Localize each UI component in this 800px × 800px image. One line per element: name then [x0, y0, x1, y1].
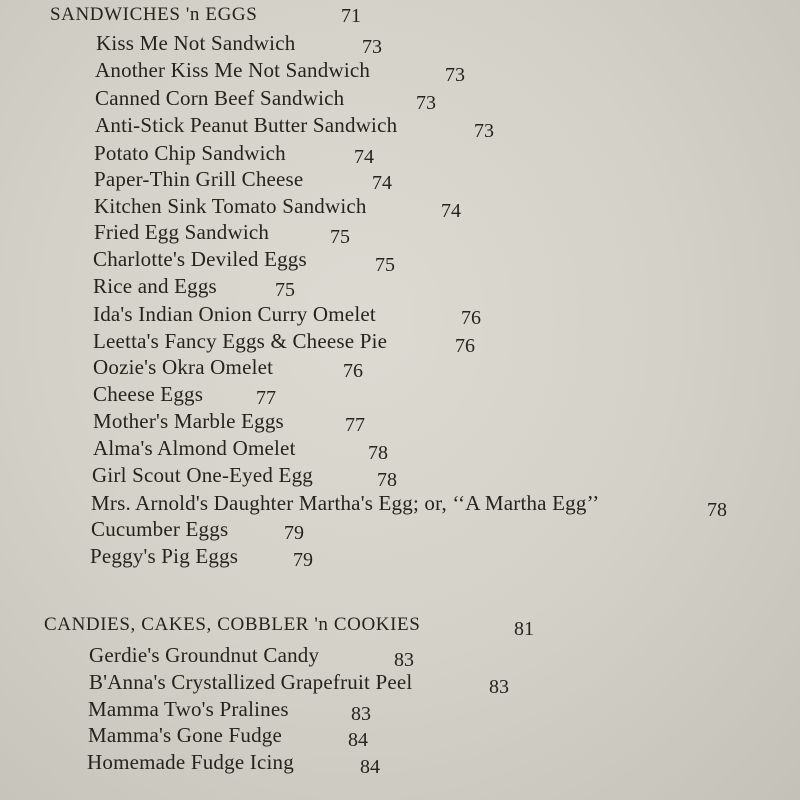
list-item: Rice and Eggs — [93, 274, 217, 298]
entry-page-number: 76 — [455, 335, 475, 357]
list-item: Mamma's Gone Fudge — [88, 723, 283, 747]
entry-page-number: 74 — [354, 146, 374, 168]
list-item: Charlotte's Deviled Eggs — [93, 247, 307, 271]
entry-page-number: 74 — [441, 200, 461, 222]
entry-page-number: 77 — [256, 387, 276, 409]
entry-page-number: 73 — [445, 64, 465, 86]
list-item: Kitchen Sink Tomato Sandwich — [94, 194, 367, 218]
entry-page-number: 76 — [343, 360, 363, 382]
list-item: Girl Scout One-Eyed Egg — [92, 463, 313, 487]
entry-page-number: 78 — [368, 442, 388, 464]
list-item: Anti-Stick Peanut Butter Sandwich — [95, 113, 398, 137]
list-item: Mamma Two's Pralines — [88, 697, 289, 721]
section-page-number: 81 — [514, 618, 534, 640]
list-item: Gerdie's Groundnut Candy — [89, 643, 320, 667]
entry-page-number: 84 — [360, 756, 380, 778]
entry-page-number: 74 — [372, 172, 392, 194]
entry-page-number: 79 — [284, 522, 304, 544]
list-item: Mrs. Arnold's Daughter Martha's Egg; or, ‘‘A Martha Egg’’ — [91, 491, 600, 515]
section-heading-sandwiches: SANDWICHES 'n EGGS — [50, 4, 258, 25]
entry-page-number: 84 — [348, 729, 368, 751]
entry-page-number: 83 — [394, 649, 414, 671]
list-item: Mother's Marble Eggs — [93, 409, 284, 433]
list-item: Homemade Fudge Icing — [87, 750, 294, 774]
list-item: B'Anna's Crystallized Grapefruit Peel — [89, 670, 413, 694]
entry-page-number: 77 — [345, 414, 365, 436]
list-item: Canned Corn Beef Sandwich — [95, 86, 345, 110]
entry-page-number: 73 — [416, 92, 436, 114]
entry-page-number: 76 — [461, 307, 481, 329]
list-item: Peggy's Pig Eggs — [90, 544, 239, 568]
entry-page-number: 78 — [377, 469, 397, 491]
entry-page-number: 73 — [362, 36, 382, 58]
entry-page-number: 75 — [375, 254, 395, 276]
list-item: Alma's Almond Omelet — [93, 436, 296, 460]
entry-page-number: 79 — [293, 549, 313, 571]
list-item: Ida's Indian Onion Curry Omelet — [93, 302, 376, 326]
section-page-number: 71 — [341, 5, 361, 27]
entry-page-number: 78 — [707, 499, 727, 521]
list-item: Kiss Me Not Sandwich — [96, 31, 296, 55]
section-heading-candies: CANDIES, CAKES, COBBLER 'n COOKIES — [44, 614, 421, 635]
list-item: Cucumber Eggs — [91, 517, 229, 541]
entry-page-number: 75 — [275, 279, 295, 301]
list-item: Oozie's Okra Omelet — [93, 355, 274, 379]
entry-page-number: 83 — [489, 676, 509, 698]
list-item: Fried Egg Sandwich — [94, 220, 270, 244]
entry-page-number: 73 — [474, 120, 494, 142]
list-item: Cheese Eggs — [93, 382, 204, 406]
list-item: Another Kiss Me Not Sandwich — [95, 58, 371, 82]
list-item: Leetta's Fancy Eggs & Cheese Pie — [93, 329, 388, 353]
entry-page-number: 75 — [330, 226, 350, 248]
entry-page-number: 83 — [351, 703, 371, 725]
list-item: Paper-Thin Grill Cheese — [94, 167, 304, 191]
list-item: Potato Chip Sandwich — [94, 141, 286, 165]
